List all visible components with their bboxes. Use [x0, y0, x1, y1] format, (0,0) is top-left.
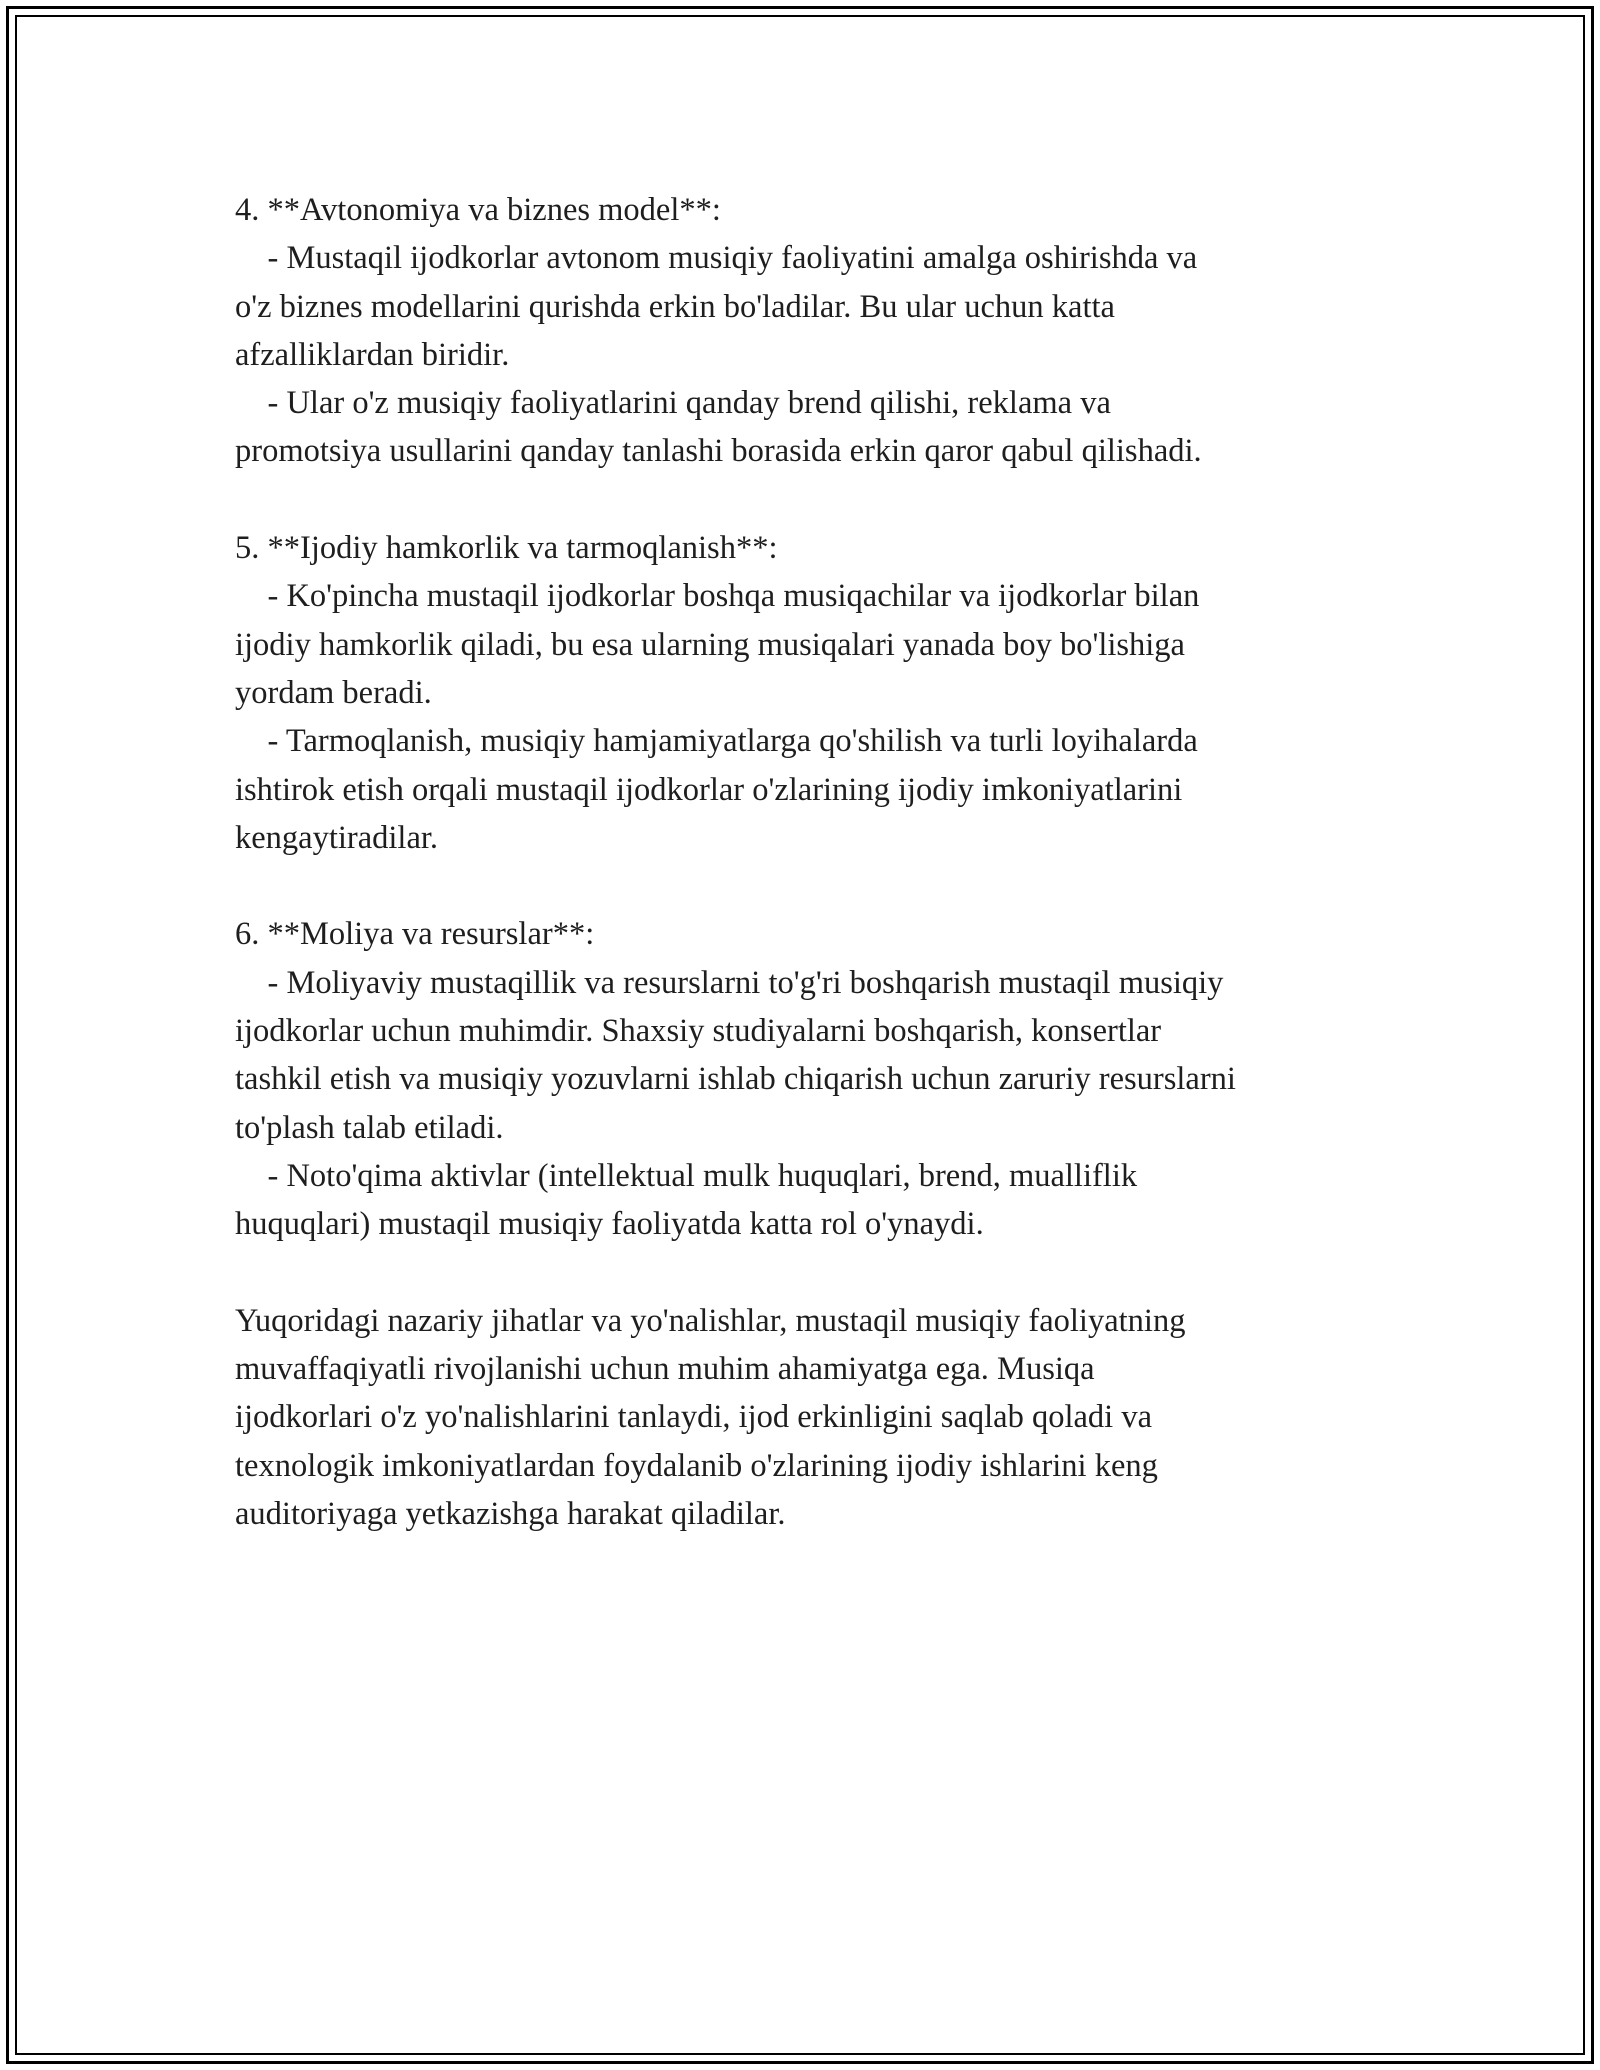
paragraph-line: ijodkorlari o'z yo'nalishlarini tanlaydi, ijod erkinligini saqlab qoladi va — [235, 1399, 1152, 1436]
section-heading: 5. **Ijodiy hamkorlik va tarmoqlanish**: — [235, 530, 778, 567]
section-heading: 4. **Avtonomiya va biznes model**: — [235, 192, 721, 228]
paragraph-line: auditoriyaga yetkazishga harakat qiladilar. — [235, 1496, 786, 1533]
bullet-line: ijodkorlar uchun muhimdir. Shaxsiy studiyalarni boshqarish, konsertlar — [235, 1013, 1162, 1050]
paragraph-line: texnologik imkoniyatlardan foydalanib o'zlarining ijodiy ishlarini keng — [235, 1447, 1158, 1484]
paragraph-line: muvaffaqiyatli rivojlanishi uchun muhim ahamiyatga ega. Musiqa — [235, 1351, 1095, 1388]
bullet-line: o'z biznes modellarini qurishda erkin bo'ladilar. Bu ular uchun katta — [235, 288, 1115, 325]
bullet-line: - Tarmoqlanish, musiqiy hamjamiyatlarga qo'shilish va turli loyihalarda — [235, 723, 1198, 760]
document-body — [235, 186, 1375, 1587]
bullet-line: tashkil etish va musiqiy yozuvlarni ishlab chiqarish uchun zaruriy resurslarni — [235, 1061, 1236, 1098]
bullet-line: kengaytiradilar. — [235, 819, 439, 856]
bullet-line: - Noto'qima aktivlar (intellektual mulk huquqlari, brend, mualliflik — [235, 1157, 1138, 1194]
bullet-line: ishtirok etish orqali mustaqil ijodkorlar o'zlarining ijodiy imkoniyatlarini — [235, 771, 1183, 808]
bullet-line: - Moliyaviy mustaqillik va resurslarni to'g'ri boshqarish mustaqil musiqiy — [235, 964, 1224, 1001]
section-finance — [235, 910, 1375, 1248]
bullet-line: - Mustaqil ijodkorlar avtonom musiqiy faoliyatini amalga oshirishda va — [235, 240, 1198, 277]
bullet-line: to'plash talab etiladi. — [235, 1109, 504, 1146]
bullet-line: ijodiy hamkorlik qiladi, bu esa ularning musiqalari yanada boy bo'lishiga — [235, 626, 1185, 663]
conclusion-paragraph — [235, 1297, 1375, 1538]
section-heading: 6. **Moliya va resurslar**: — [235, 916, 595, 953]
section-autonomy — [235, 186, 1375, 476]
bullet-line: - Ko'pincha mustaqil ijodkorlar boshqa musiqachilar va ijodkorlar bilan — [235, 578, 1200, 615]
bullet-line: afzalliklardan biridir. — [235, 336, 510, 373]
bullet-line: huquqlari) mustaqil musiqiy faoliyatda katta rol o'ynaydi. — [235, 1206, 984, 1243]
bullet-line: - Ular o'z musiqiy faoliyatlarini qanday brend qilishi, reklama va — [235, 385, 1111, 422]
section-collaboration — [235, 524, 1375, 862]
paragraph-line: Yuqoridagi nazariy jihatlar va yo'nalishlar, mustaqil musiqiy faoliyatning — [235, 1302, 1186, 1339]
bullet-line: promotsiya usullarini qanday tanlashi borasida erkin qaror qabul qilishadi. — [235, 433, 1202, 470]
bullet-line: yordam beradi. — [235, 674, 432, 711]
